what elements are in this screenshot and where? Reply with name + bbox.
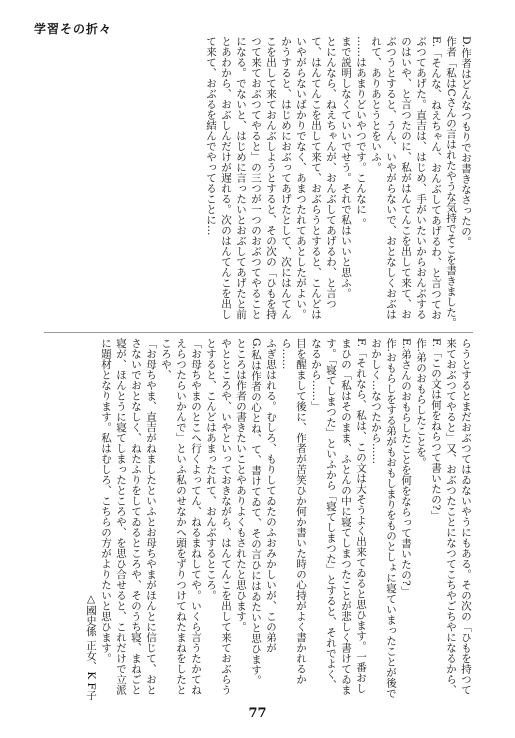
- paragraph: 目を醒まして後に、作者が苦笑ひか何か書いた時の心持がよく書かれるから……: [280, 338, 307, 685]
- paragraph: 「お母ちやまのとこへ行くよってん、ねるまねしてや。いくら言うたかてねえらつたらいかんで」といふ私のせなかへ頭をずりつけてねたまねをしたところや、: [160, 338, 202, 695]
- paragraph: F.「それなら、私は、この文は大そうよく出来てゐると思ひます。一番おしまひの「私はそのまま、ふとんの中に寝てしまつたことが悲しく書けてゐます。「寝てしまつた」といふから「寝てしまつた」とすると、それでよく、なるから……」: [310, 338, 367, 695]
- running-head: 学習その折々: [34, 22, 113, 36]
- paragraph: やとところや、いやといっておきながら、はんてんこを出して来ておぶらうとすると、こんどはあまったれて、おんぶするところ。: [205, 338, 232, 695]
- paragraph: E.弟さんのおもらしたことを何をならって書いたの?」: [400, 338, 412, 597]
- paragraph: G.私は作者の心とね、て、書けてゐて、その言ひにはゐたいと思ひます。: [250, 338, 262, 686]
- paragraph: E.「そんな、ねえちゃん、おんぶしてあげるわ、と言つておぶつてあげた。直吉は、はじめ、手がいたいからおんぶするのはいや、と言つたのに、私がはんてんこを出して来て、おぶつうとすると、うん、いやがらないで、おとなしくおぶはれて、ありあとうとをいふ。: [370, 36, 442, 321]
- paragraph: F.「この文は何をねらつて書いたの?」: [430, 338, 442, 521]
- divider: [44, 332, 473, 333]
- paragraph: らうとするとまだおぶつてはゐないやうにもある。その次の「ひもを持つて来ておぶつてやると」又、おぶつたことになつてこちやごちやになるから、: [445, 338, 472, 695]
- paragraph: 作者「私はCさんの言はれたやうな気持でそこを書きました。: [445, 36, 457, 328]
- paragraph: 「お母ちやま、直吉がねましたといふとお母ちやまがほんとに信じて、おとさないでおとなしく、ねたふりをしてゐるところや、そのうち寝、まねごと寝が、ほんとうに寝てしまったところや、を思ひ合せると、これだけで立派に題材となります。私はむしろ、こちらの方がよりたいと思ひます。: [100, 338, 157, 695]
- contributor-credit: △國史係 正女、K F子: [85, 592, 97, 700]
- paragraph: ……はあまりどいやつです。こんなに 。: [355, 36, 367, 229]
- paragraph: ふぎ思はれる。むしろ、もりしてゐたのふおみかしいが、この弟が: [265, 338, 277, 653]
- paragraph: ところは作者の書きたいことやありよくもされたと思ひます。: [235, 338, 247, 632]
- paragraph: D.作者はどんなつもりでお書きなさったの。: [460, 36, 472, 247]
- paragraph: 作.おもらしをする弟がもおもしまりをものとしょに寝ていまったことが後でおかしく…なつたから……: [370, 338, 397, 699]
- text-block-upper: [35, 36, 473, 328]
- paragraph: まで説明しなくていいでせう。それで私はいいと思ふ。: [340, 36, 352, 299]
- paragraph: 作.弟のおもらしたことを。: [415, 338, 427, 468]
- text-block-lower: [35, 338, 473, 700]
- page-number: 77: [248, 706, 267, 721]
- paragraph: とにんなら、ねえちゃんが、おんぶしてあげるわ、と言つて、はんてんこを出して来て、おぶらうとすると、こんどはいやがらないばかりでなく、あまつたれてあとしたがよい。かうすると、はじめにおぶってあげたとして、次にはんてんこを出して来ておんぶしようとすると、その次の「ひもを持つて来ておぶつてやると」の三つが一つのおぶつてやることになる。でないと、はじめに言ったいとおぶしてあげたと前とあわから、おぶしんだけが遅れる。次のはんてんこを出して来て、おぶるを結んでやってることに…: [205, 36, 337, 320]
